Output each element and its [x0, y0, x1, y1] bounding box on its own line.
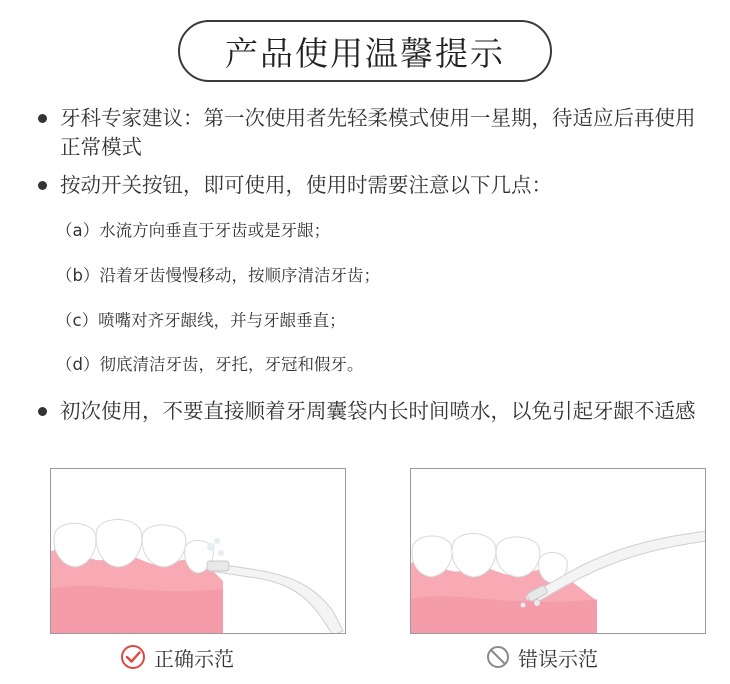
correct-example-caption	[120, 642, 234, 672]
note-a: （a）水流方向垂直于牙齿或是牙龈；	[56, 221, 331, 240]
page-title: 产品使用温馨提示	[178, 20, 552, 82]
bullet-dot	[38, 114, 47, 123]
tip-item-1	[38, 104, 698, 162]
correct-example-image	[50, 468, 346, 634]
correct-example-label: 正确示范	[154, 646, 234, 671]
note-c: （c）喷嘴对齐牙龈线，并与牙龈垂直；	[56, 311, 346, 330]
bullet-dot	[38, 181, 47, 190]
wrong-example-label: 错误示范	[518, 646, 598, 671]
note-d: （d）彻底清洁牙齿，牙托，牙冠和假牙。	[56, 355, 364, 374]
note-b: （b）沿着牙齿慢慢移动，按顺序清洁牙齿；	[56, 266, 380, 285]
check-circle-icon	[120, 644, 146, 670]
tip-text: 初次使用，不要直接顺着牙周囊袋内长时间喷水，以免引起牙龈不适感	[60, 399, 696, 423]
tip-text: 牙科专家建议：第一次使用者先轻柔模式使用一星期，待适应后再使用正常模式	[60, 106, 696, 159]
wrong-example-image	[410, 468, 706, 634]
wrong-example-caption	[486, 642, 598, 672]
prohibited-icon	[486, 645, 510, 669]
tip-text: 按动开关按钮，即可使用，使用时需要注意以下几点：	[60, 173, 552, 197]
bullet-dot	[38, 407, 47, 416]
tip-item-2	[38, 171, 698, 200]
teeth-illustration-wrong	[411, 469, 706, 634]
teeth-illustration-correct	[51, 469, 346, 634]
tip-item-3	[38, 397, 698, 426]
